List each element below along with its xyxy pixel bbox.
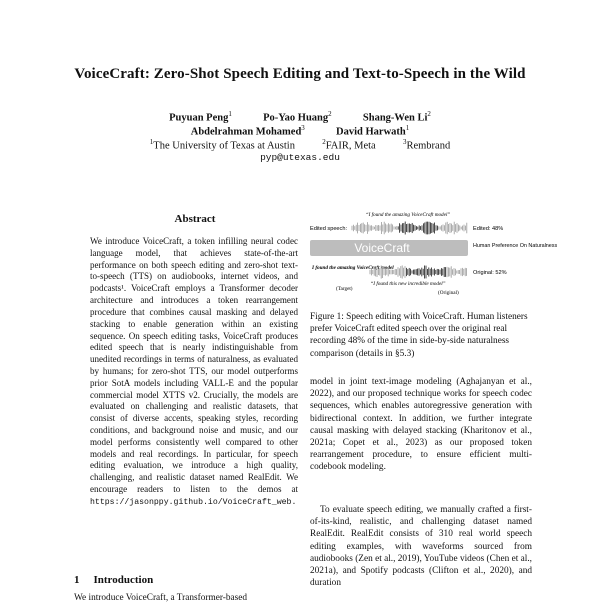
author-name: Abdelrahman Mohamed [190,126,302,138]
affiliation: FAIR, Meta [325,140,376,152]
affiliations [0,138,600,152]
pref-line: Human Preference On Naturalness [473,243,558,249]
section-heading [74,574,153,586]
aff-sup: 3 [402,138,407,146]
author-sup: 1 [228,110,232,118]
affiliation: The University of Texas at Austin [153,140,295,152]
abstract-heading: Abstract [174,213,216,225]
author-name: Po-Yao Huang [263,112,329,124]
voicecraft-label: VoiceCraft [354,241,410,255]
edited-waveform [352,222,467,235]
preference-label [473,243,557,249]
author-name: Shang-Wen Li [362,112,428,124]
section-number: 1 [74,574,80,586]
figure-1 [310,208,558,308]
aff-sup: 2 [322,138,326,146]
author-sup: 1 [405,124,410,132]
author-sup: 2 [328,110,332,118]
edited-percent: Edited: 48% [473,226,504,232]
aff-sup: 1 [149,138,154,146]
intro-first-line: We introduce VoiceCraft, a Transformer-based [74,593,247,603]
authors-line-2 [0,124,600,138]
authors-line-1 [0,110,600,124]
edited-speech-label: Edited speech: [310,226,348,232]
original-quote: “I found this new incredible model” [370,281,446,287]
paper-title: VoiceCraft: Zero-Shot Speech Editing and Text-to-Speech in the Wild [74,66,526,82]
author-email[interactable]: pyp@utexas.edu [260,152,340,163]
edited-quote: “I found the amazing VoiceCraft model” [365,212,451,218]
affiliation: Rembrand [406,140,451,152]
original-tag: (Original) [438,290,459,296]
author-sup: 2 [427,110,431,118]
section-title: Introduction [93,574,154,586]
target-text: I found the amazing VoiceCraft model [312,265,394,271]
author-name: Puyuan Peng [169,112,229,124]
demo-url-link[interactable]: https://jasonppy.github.io/VoiceCraft_web. [90,497,297,507]
abstract-text: We introduce VoiceCraft, a token infilling neural codec language model, that achieves state-of-the-art performance on both speech editing and zero-shot text-to-speech (TTS) on audiobooks, internet videos, and podcasts¹. VoiceCraft employs a Transformer decoder architecture and introduces a token rearrangement procedure that combines causal masking and delayed stacking to enable generation within an existing sequence. On speech editing tasks, VoiceCraft produces edited speech that is nearly indistinguishable from unedited recordings in terms of naturalness, as evaluated by humans; for zero-shot TTS, our model outperforms prior SotA models including VALL-E and the popular commercial model XTTS v2. Crucially, the models are evaluated on challenging and realistic datasets, that consist of diverse accents, speaking styles, recording conditions, and background noise and music, and our model performs consistently well compared to other models and real recordings. In particular, for speech editing evaluation, we introduce a high quality, challenging, and realistic dataset named RealEdit. We encourage readers to listen to the demos at [90,236,298,495]
right-paragraph-2: To evaluate speech editing, we manually crafted a first-of-its-kind, realistic, and challenging dataset named RealEdit. RealEdit consists of 310 real world speech editing examples, with waveforms sourced from audiobooks (Zen et al., 2019), YouTube videos (Chen et al., 2021a), and Spotify podcasts (Clifton et al., 2020), and duration [310,505,532,589]
target-tag: (Target) [336,286,353,292]
figure-caption: Figure 1: Speech editing with VoiceCraft. Human listeners prefer VoiceCraft edited speech over the original real recording 48% of the time in side-by-side naturalness comparison (details in §5.3) [310,312,528,359]
abstract-body [90,236,298,509]
author-sup: 3 [301,124,305,132]
author-name: David Harwath [336,126,406,138]
original-percent: Original: 52% [473,270,507,276]
right-paragraph-1: model in joint text-image modeling (Aghajanyan et al., 2022), and our proposed technique works for speech codec sequences, which enables autoregressive generation with bidirectional context. In addition, we further integrate causal masking with delayed stacking (Kharitonov et al., 2021a; Copet et al., 2023) as our proposed token rearrangement procedure, to ensure efficient multi-codebook modeling. [310,377,532,473]
